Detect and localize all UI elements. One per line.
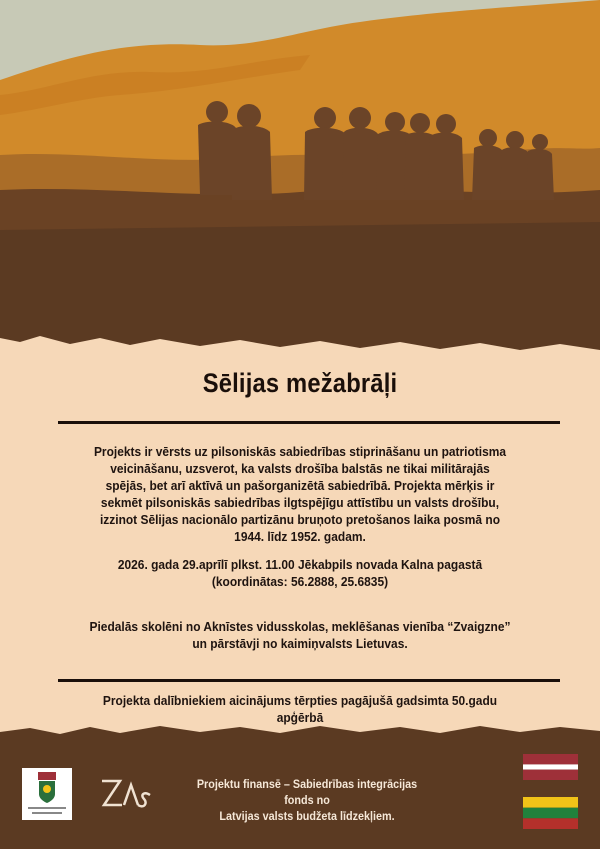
lithuania-flag	[523, 797, 578, 829]
latvia-flag	[523, 754, 578, 780]
event-date-location: 2026. gada 29.aprīlī plkst. 11.00 Jēkabpils novada Kalna pagastā	[117, 557, 483, 572]
funding-line-1: Projektu finansē – Sabiedrības integrācijas fonds no	[196, 777, 418, 807]
lower-divider	[58, 679, 560, 682]
dress-code-text: Projekta dalībniekiem aicinājums tērpties pagājušā gadsimta 50.gadu apģērbā	[102, 693, 498, 725]
event-coordinates: (koordinātas: 56.2888, 25.6835)	[211, 574, 389, 589]
zas-logo	[98, 775, 154, 815]
funding-line-2: Latvijas valsts budžeta līdzekļiem.	[219, 809, 395, 823]
event-details	[88, 556, 511, 590]
title-divider	[58, 421, 560, 424]
participants-text: Piedalās skolēni no Aknīstes vidusskolas, meklēšanas vienība “Zvaigzne” un pārstāvji no kaimiņvalsts Lietuvas.	[89, 619, 511, 651]
banner-illustration	[0, 0, 600, 360]
sif-logo	[22, 768, 72, 820]
funding-statement	[186, 776, 429, 824]
project-description: Projekts ir vērsts uz pilsoniskās sabiedrības stiprināšanu un patriotisma veicināšanu, uzsverot, ka valsts drošība balstās ne tikai militārajās spējās, bet arī aktīvā un pašorganizētā sabiedrībā. Projekta mērķis ir sekmēt pilsoniskās sabiedrības ilgtspējīgu attīstību un valsts drošību, izzinot Sēlijas nacionālo partizānu bruņoto pretošanos laika posmā no 1944. līdz 1952. gadam.	[93, 444, 507, 544]
poster-title: Sēlijas mežabrāļi	[202, 368, 398, 398]
